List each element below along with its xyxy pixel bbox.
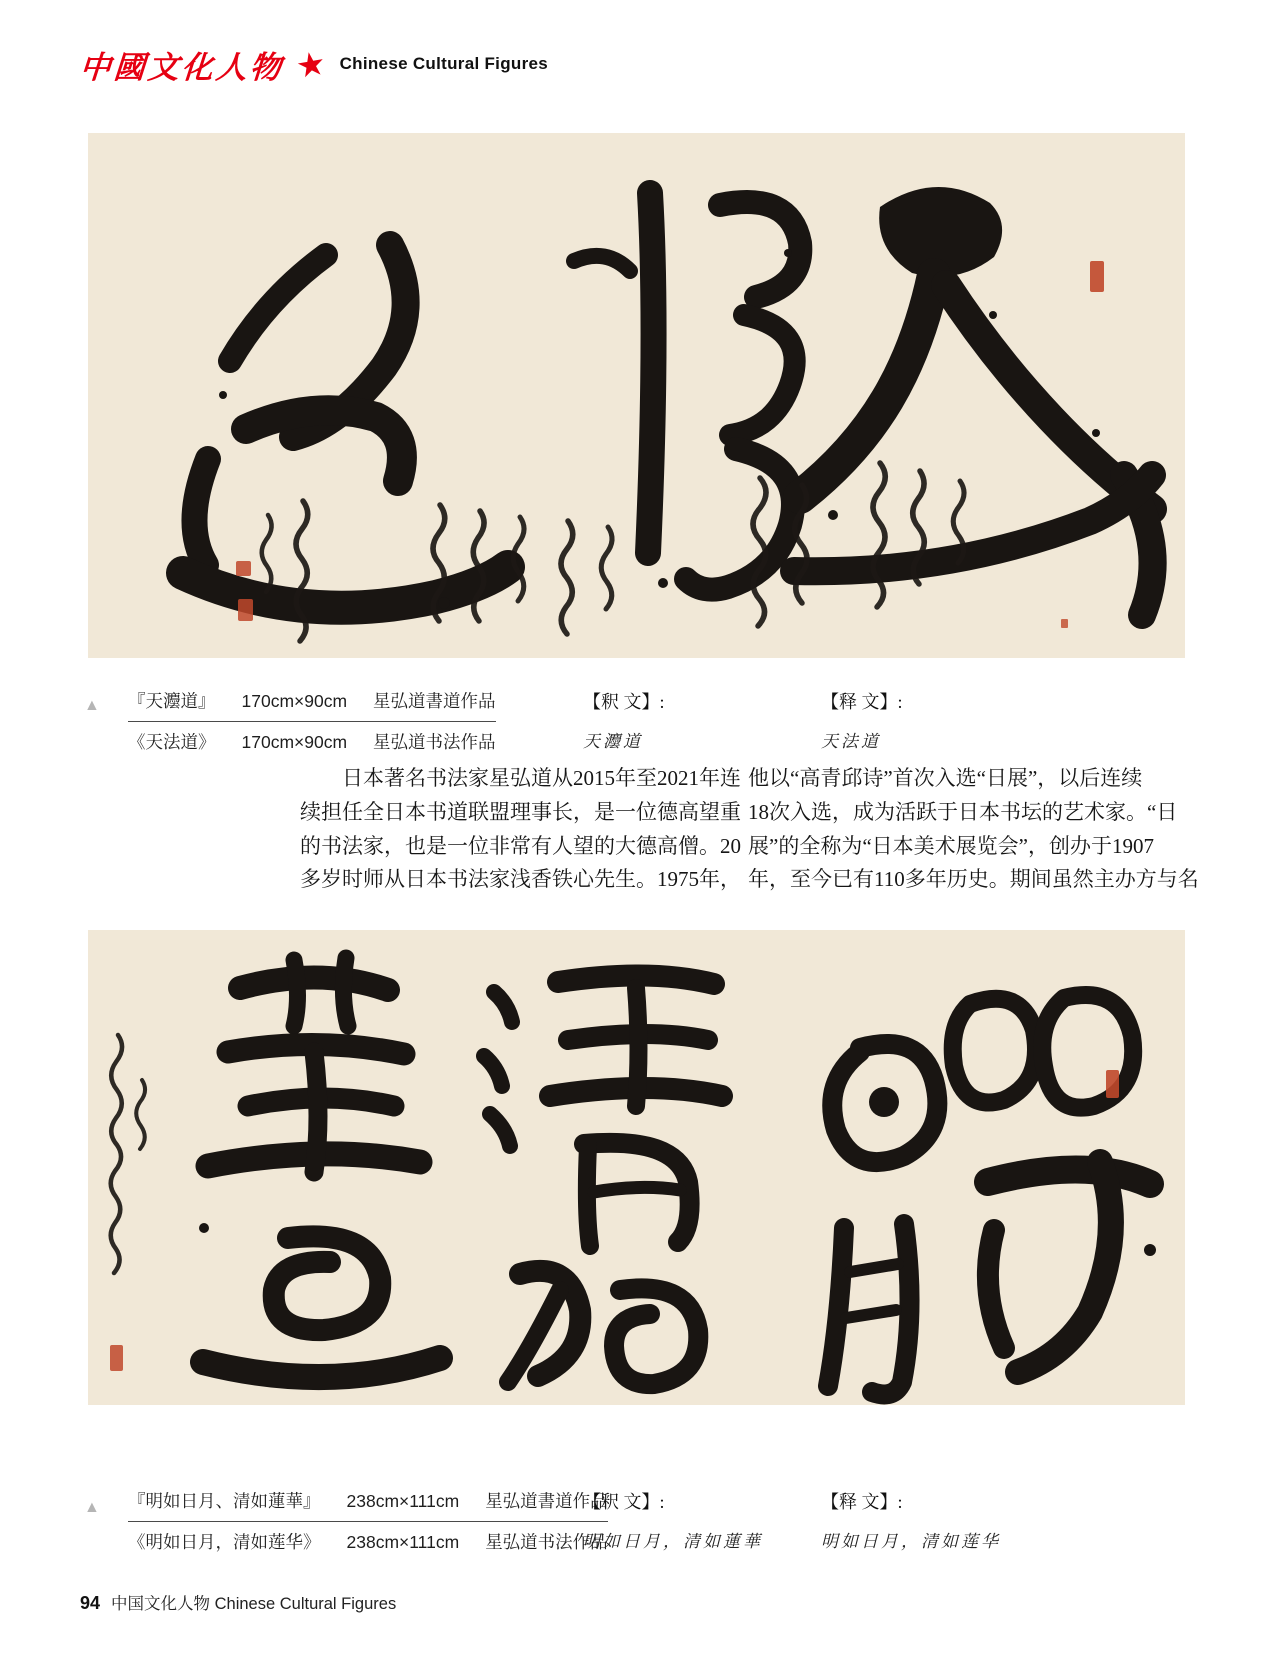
magazine-logo-english: Chinese Cultural Figures bbox=[339, 54, 548, 73]
calligraphy-artwork-tian-fa-dao bbox=[88, 133, 1185, 658]
caption1-line-chinese bbox=[128, 729, 496, 754]
caption-marker-icon: ▲ bbox=[84, 1499, 100, 1516]
artwork1-credit-cn: 星弘道书法作品 bbox=[373, 732, 496, 752]
article-column-left bbox=[300, 762, 741, 897]
seal-signature-2 bbox=[238, 599, 253, 621]
seal-top-right bbox=[1090, 261, 1104, 292]
artwork1-size-cn: 170cm×90cm bbox=[241, 732, 348, 752]
page-footer bbox=[80, 1590, 396, 1614]
calligraphy-ink-strokes bbox=[88, 133, 1185, 658]
article-line: 年，至今已有110多年历史。期间虽然主办方与名 bbox=[748, 867, 1199, 892]
caption2-line-japanese bbox=[128, 1488, 608, 1522]
article-line: 多岁时师从日本书法家浅香铁心先生。1975年， bbox=[300, 867, 741, 892]
seal-edge-small bbox=[1061, 619, 1068, 628]
seal-signature bbox=[110, 1345, 123, 1371]
transcription-text-jp: 明如日月，清如蓮華 bbox=[583, 1532, 763, 1551]
artwork1-size-jp: 170cm×90cm bbox=[241, 691, 348, 711]
calligraphy-artwork-ming-ru-ri-yue bbox=[88, 930, 1185, 1405]
article-line: 续担任全日本书道联盟理事长，是一位德高望重 bbox=[300, 799, 741, 824]
artwork2-size-jp: 238cm×111cm bbox=[346, 1491, 460, 1511]
caption1-line-japanese bbox=[128, 688, 496, 722]
transcription-label-jp: 【釈 文】: bbox=[583, 692, 665, 712]
article-line: 18次入选，成为活跃于日本书坛的艺术家。“日 bbox=[748, 799, 1178, 824]
article-column-right bbox=[748, 762, 1199, 897]
article-line: 的书法家，也是一位非常有人望的大德高僧。20 bbox=[300, 833, 741, 858]
article-line: 展”的全称为“日本美术展览会”，创办于1907 bbox=[748, 833, 1154, 858]
transcription-label-cn: 【释 文】: bbox=[821, 692, 903, 712]
transcription-label-cn: 【释 文】: bbox=[821, 1492, 903, 1512]
calligraphy-ink-strokes bbox=[88, 930, 1185, 1405]
caption-artwork-2 bbox=[0, 1488, 1270, 1552]
article-line: 他以“高青邱诗”首次入选“日展”，以后连续 bbox=[748, 766, 1143, 790]
transcription-label-jp: 【釈 文】: bbox=[583, 1492, 665, 1512]
magazine-logo-chinese: 中國文化人物 bbox=[78, 49, 286, 85]
caption-artwork-1 bbox=[0, 688, 1270, 752]
caption2-line-chinese bbox=[128, 1529, 608, 1554]
artwork1-title-cn: 《天法道》 bbox=[128, 732, 216, 752]
star-icon: ★ bbox=[293, 43, 329, 85]
artwork1-credit-jp: 星弘道書道作品 bbox=[373, 691, 496, 711]
seal-top-right bbox=[1106, 1070, 1119, 1098]
artwork2-credit-cn: 星弘道书法作品 bbox=[485, 1532, 608, 1552]
page-header bbox=[80, 42, 548, 86]
seal-signature-1 bbox=[236, 561, 251, 576]
artwork2-size-cn: 238cm×111cm bbox=[346, 1532, 460, 1552]
transcription-text-cn: 明如日月，清如莲华 bbox=[821, 1532, 1001, 1551]
footer-title: 中国文化人物 Chinese Cultural Figures bbox=[111, 1595, 397, 1613]
caption-marker-icon: ▲ bbox=[84, 697, 100, 714]
transcription-text-jp: 天灋道 bbox=[583, 732, 643, 751]
artwork2-title-jp: 『明如日月、清如蓮華』 bbox=[128, 1491, 321, 1511]
article-line: 日本著名书法家星弘道从2015年至2021年连 bbox=[342, 766, 741, 790]
transcription-text-cn: 天法道 bbox=[821, 732, 881, 751]
page-number: 94 bbox=[80, 1593, 101, 1613]
artwork1-title-jp: 『天灋道』 bbox=[128, 691, 216, 711]
artwork2-credit-jp: 星弘道書道作品 bbox=[485, 1491, 608, 1511]
artwork2-title-cn: 《明如日月，清如莲华》 bbox=[128, 1532, 321, 1552]
